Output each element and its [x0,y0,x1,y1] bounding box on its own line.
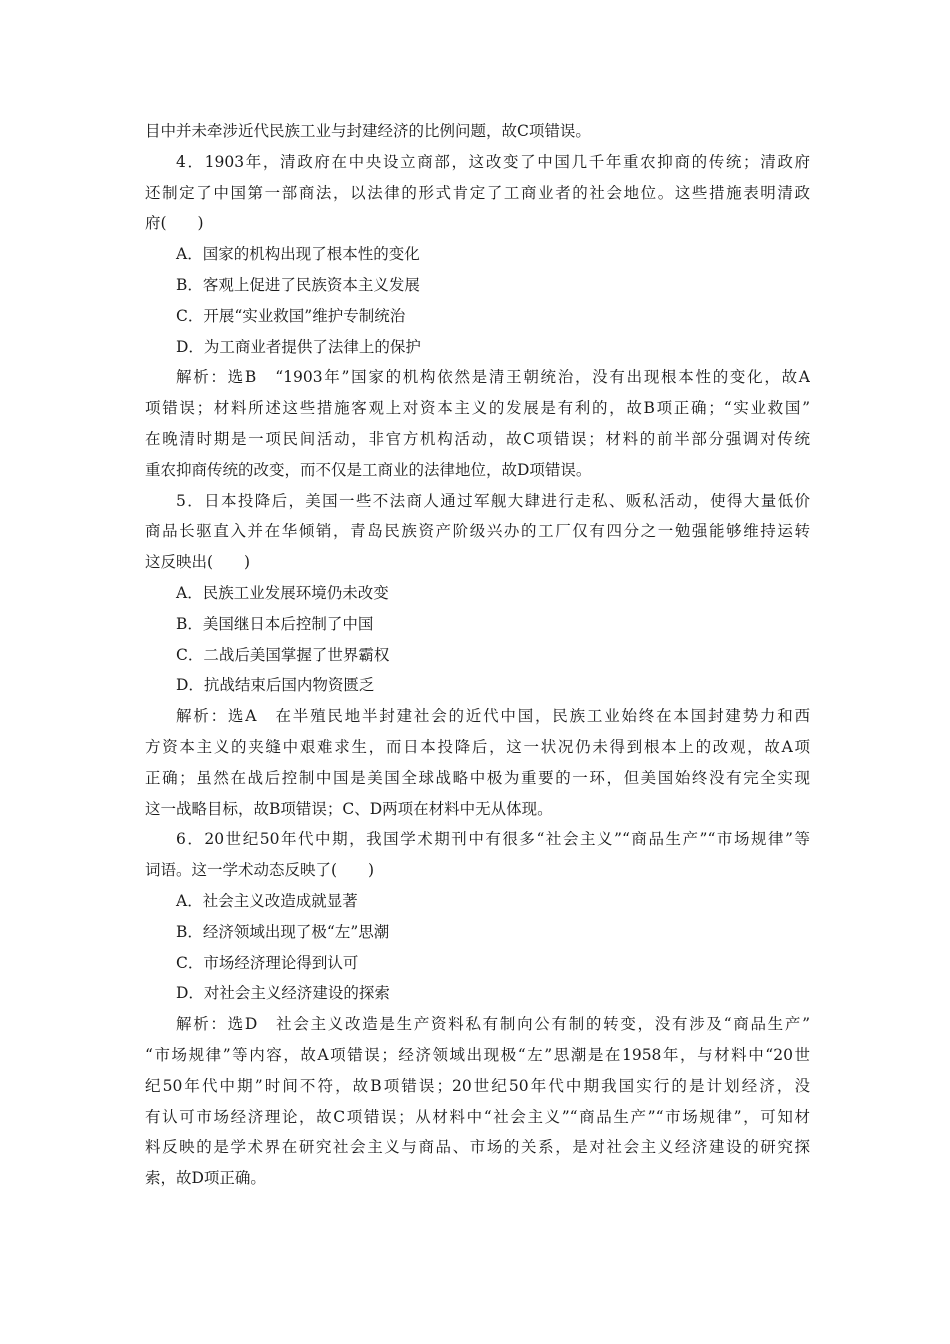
question-6-stem-end: 词语。这一学术动态反映了( ) [145,861,375,880]
question-5-option-b: B．美国继日本后控制了中国 [176,614,374,633]
question-6-analysis-cont: 纪50年代中期”时间不符，故B项错误；20世纪50年代中期我国实行的是计划经济，没 [145,1076,810,1095]
question-4-analysis-cont: 在晚清时期是一项民间活动，非官方机构活动，故C项错误；材料的前半部分强调对传统 [145,429,810,448]
question-5-stem-cont: 商品长驱直入并在华倾销，青岛民族资产阶级兴办的工厂仅有四分之一勉强能够维持运转 [145,522,810,541]
question-4-analysis-cont: 项错误；材料所述这些措施客观上对资本主义的发展是有利的，故B项正确；“实业救国” [145,399,810,418]
question-6-analysis: 解析：选D 社会主义改造是生产资料私有制向公有制的转变，没有涉及“商品生产” [176,1015,810,1034]
question-4-analysis-end: 重农抑商传统的改变，而不仅是工商业的法律地位，故D项错误。 [145,460,592,479]
question-5-analysis-cont: 方资本主义的夹缝中艰难求生，而日本投降后，这一状况仍未得到根本上的改观，故A项 [145,737,810,756]
question-6-analysis-end: 索，故D项正确。 [145,1169,266,1188]
question-5-analysis: 解析：选A 在半殖民地半封建社会的近代中国，民族工业始终在本国封建势力和西 [176,707,810,726]
question-5-stem-end: 这反映出( ) [145,553,251,572]
question-4-option-a: A．国家的机构出现了根本性的变化 [176,245,420,264]
question-6-analysis-cont: “市场规律”等内容，故A项错误；经济领域出现极“左”思潮是在1958年，与材料中“20世 [145,1045,810,1064]
question-5-option-d: D．抗战结束后国内物资匮乏 [176,676,375,695]
document-body [145,116,810,1194]
question-4-option-c: C．开展“实业救国”维护专制统治 [176,306,406,325]
question-6-stem: 6．20世纪50年代中期，我国学术期刊中有很多“社会主义”“商品生产”“市场规律”等 [176,830,810,849]
question-6-analysis-cont: 料反映的是学术界在研究社会主义与商品、市场的关系，是对社会主义经济建设的研究探 [145,1138,810,1157]
question-6-analysis-cont: 有认可市场经济理论，故C项错误；从材料中“社会主义”“商品生产”“市场规律”，可知材 [145,1107,810,1126]
question-6-option-a: A．社会主义改造成就显著 [176,891,358,910]
question-6-option-d: D．对社会主义经济建设的探索 [176,984,390,1003]
question-5-option-a: A．民族工业发展环境仍未改变 [176,583,389,602]
text-line: 目中并未牵涉近代民族工业与封建经济的比例问题，故C项错误。 [145,122,591,140]
question-4-stem-cont: 还制定了中国第一部商法，以法律的形式肯定了工商业者的社会地位。这些措施表明清政 [145,183,810,202]
question-5-analysis-cont: 正确；虽然在战后控制中国是美国全球战略中极为重要的一环，但美国始终没有完全实现 [145,768,810,787]
question-5-option-c: C．二战后美国掌握了世界霸权 [176,645,390,664]
question-4-option-d: D．为工商业者提供了法律上的保护 [176,337,421,356]
question-4-analysis: 解析：选B “1903年”国家的机构依然是清王朝统治，没有出现根本性的变化，故A [176,368,810,387]
question-6-option-c: C．市场经济理论得到认可 [176,953,359,972]
question-5-analysis-end: 这一战略目标，故B项错误；C、D两项在材料中无从体现。 [145,799,553,818]
question-6-option-b: B．经济领域出现了极“左”思潮 [176,922,390,941]
question-5-stem: 5．日本投降后，美国一些不法商人通过军舰大肆进行走私、贩私活动，使得大量低价 [176,491,810,510]
question-4-stem: 4．1903年，清政府在中央设立商部，这改变了中国几千年重农抑商的传统；清政府 [176,152,810,171]
question-4-stem-end: 府( ) [145,214,204,233]
question-4-option-b: B．客观上促进了民族资本主义发展 [176,275,420,294]
